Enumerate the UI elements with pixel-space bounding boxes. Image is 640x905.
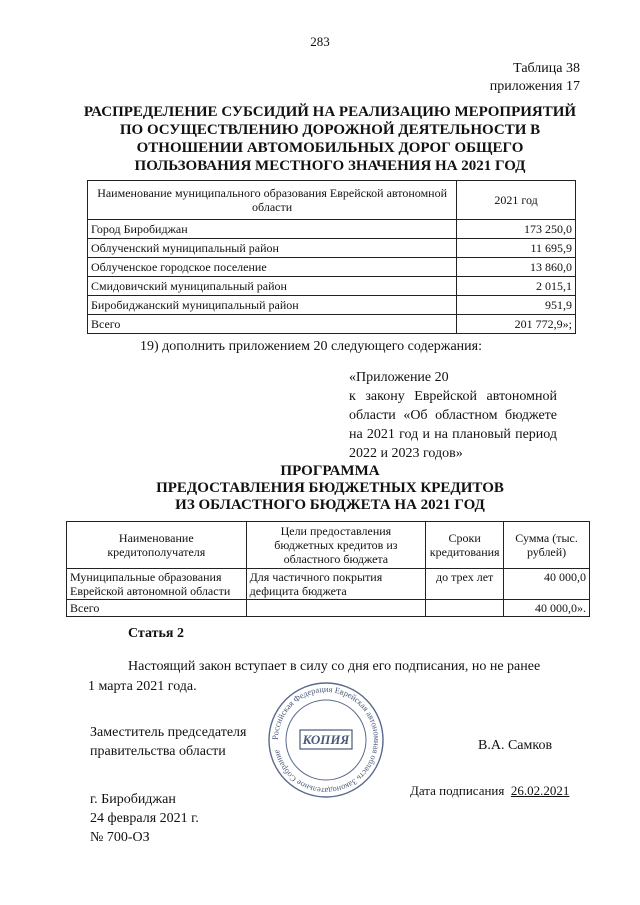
table-row — [67, 569, 590, 600]
subsidy-table — [87, 180, 576, 334]
deputy-line1: Заместитель председателя — [90, 725, 247, 740]
header-term: Сроки кредитования — [426, 522, 504, 569]
subsidy-title-line3: ОТНОШЕНИИ АВТОМОБИЛЬНЫХ ДОРОГ ОБЩЕГО — [136, 140, 524, 156]
row-value: 951,9 — [457, 296, 576, 315]
table-label-line1: Таблица 38 — [513, 61, 580, 76]
deputy-title — [90, 723, 246, 761]
subsidy-table-header — [88, 181, 576, 220]
header-purpose: Цели предоставления бюджетных кредитов из областного бюджета — [246, 522, 426, 569]
cell-recipient: Муниципальные образования Еврейской автономной области — [67, 569, 247, 600]
cell-total-label: Всего — [67, 600, 247, 617]
row-name: Облученское городское поселение — [88, 258, 457, 277]
law-text-line1: Настоящий закон вступает в силу со дня его подписания, но не ранее — [128, 659, 541, 674]
table-label — [380, 60, 580, 96]
cell-amount: 40 000,0 — [504, 569, 590, 600]
row-value: 13 860,0 — [457, 258, 576, 277]
credit-table-header — [67, 522, 590, 569]
law-text-line2: 1 марта 2021 года. — [88, 679, 197, 694]
row-name: Биробиджанский муниципальный район — [88, 296, 457, 315]
annex-header — [349, 368, 557, 463]
table-row — [88, 296, 576, 315]
signing-date — [410, 783, 569, 799]
program-title-line1: ПРОГРАММА — [280, 463, 380, 479]
cell-empty — [246, 600, 426, 617]
header-year: 2021 год — [457, 181, 576, 220]
row-value: 173 250,0 — [457, 220, 576, 239]
official-stamp — [266, 680, 386, 800]
table-row-total — [67, 600, 590, 617]
table-row — [88, 239, 576, 258]
subsidy-title-line1: РАСПРЕДЕЛЕНИЕ СУБСИДИЙ НА РЕАЛИЗАЦИЮ МЕРОПРИЯТИЙ — [83, 104, 577, 120]
table-row — [88, 277, 576, 296]
page-number: 283 — [310, 34, 330, 49]
signing-date-value: 26.02.2021 — [510, 783, 570, 798]
row-name: Облученский муниципальный район — [88, 239, 457, 258]
law-date: 24 февраля 2021 г. — [90, 811, 199, 826]
table-row — [88, 258, 576, 277]
subsidy-title-line4: ПОЛЬЗОВАНИЯ МЕСТНОГО ЗНАЧЕНИЯ НА 2021 ГОД — [134, 158, 526, 174]
row-name: Всего — [88, 315, 457, 334]
table-row-total — [88, 315, 576, 334]
city-block — [90, 790, 199, 847]
table-row — [88, 220, 576, 239]
subsidy-title-line2: ПО ОСУЩЕСТВЛЕНИЮ ДОРОЖНОЙ ДЕЯТЕЛЬНОСТИ В — [119, 122, 541, 138]
subsidy-title — [80, 103, 580, 175]
row-value: 2 015,1 — [457, 277, 576, 296]
stamp-ring-text: Российская Федерация Еврейская автономная область Законодательное Собрание — [270, 684, 382, 796]
annex-body: к закону Еврейской автономной области «Об областном бюджете на 2021 год и на плановый период 2022 и 2023 годов» — [349, 389, 557, 461]
header-municipality: Наименование муниципального образования Еврейской автономной области — [88, 181, 457, 220]
row-name: Смидовичский муниципальный район — [88, 277, 457, 296]
cell-purpose: Для частичного покрытия дефицита бюджета — [246, 569, 426, 600]
signing-date-label: Дата подписания — [410, 783, 505, 798]
header-amount: Сумма (тыс. рублей) — [504, 522, 590, 569]
annex-line1: «Приложение 20 — [349, 370, 449, 385]
header-recipient: Наименование кредитополучателя — [67, 522, 247, 569]
stamp-copy-text: КОПИЯ — [302, 732, 350, 747]
program-title-line3: ИЗ ОБЛАСТНОГО БЮДЖЕТА НА 2021 ГОД — [175, 497, 485, 513]
credit-table — [66, 521, 590, 617]
cell-term: до трех лет — [426, 569, 504, 600]
signer-name: В.А. Самков — [478, 738, 553, 753]
row-name: Город Биробиджан — [88, 220, 457, 239]
program-title — [100, 463, 560, 514]
city-name: г. Биробиджан — [90, 792, 176, 807]
cell-total-value: 40 000,0». — [504, 600, 590, 617]
cell-empty — [426, 600, 504, 617]
row-value: 201 772,9»; — [457, 315, 576, 334]
deputy-line2: правительства области — [90, 744, 226, 759]
paragraph-19: 19) дополнить приложением 20 следующего содержания: — [140, 339, 482, 354]
table-label-line2: приложения 17 — [489, 79, 580, 94]
row-value: 11 695,9 — [457, 239, 576, 258]
program-title-line2: ПРЕДОСТАВЛЕНИЯ БЮДЖЕТНЫХ КРЕДИТОВ — [156, 480, 504, 496]
article-heading: Статья 2 — [128, 626, 184, 641]
law-number: № 700-ОЗ — [90, 830, 150, 845]
